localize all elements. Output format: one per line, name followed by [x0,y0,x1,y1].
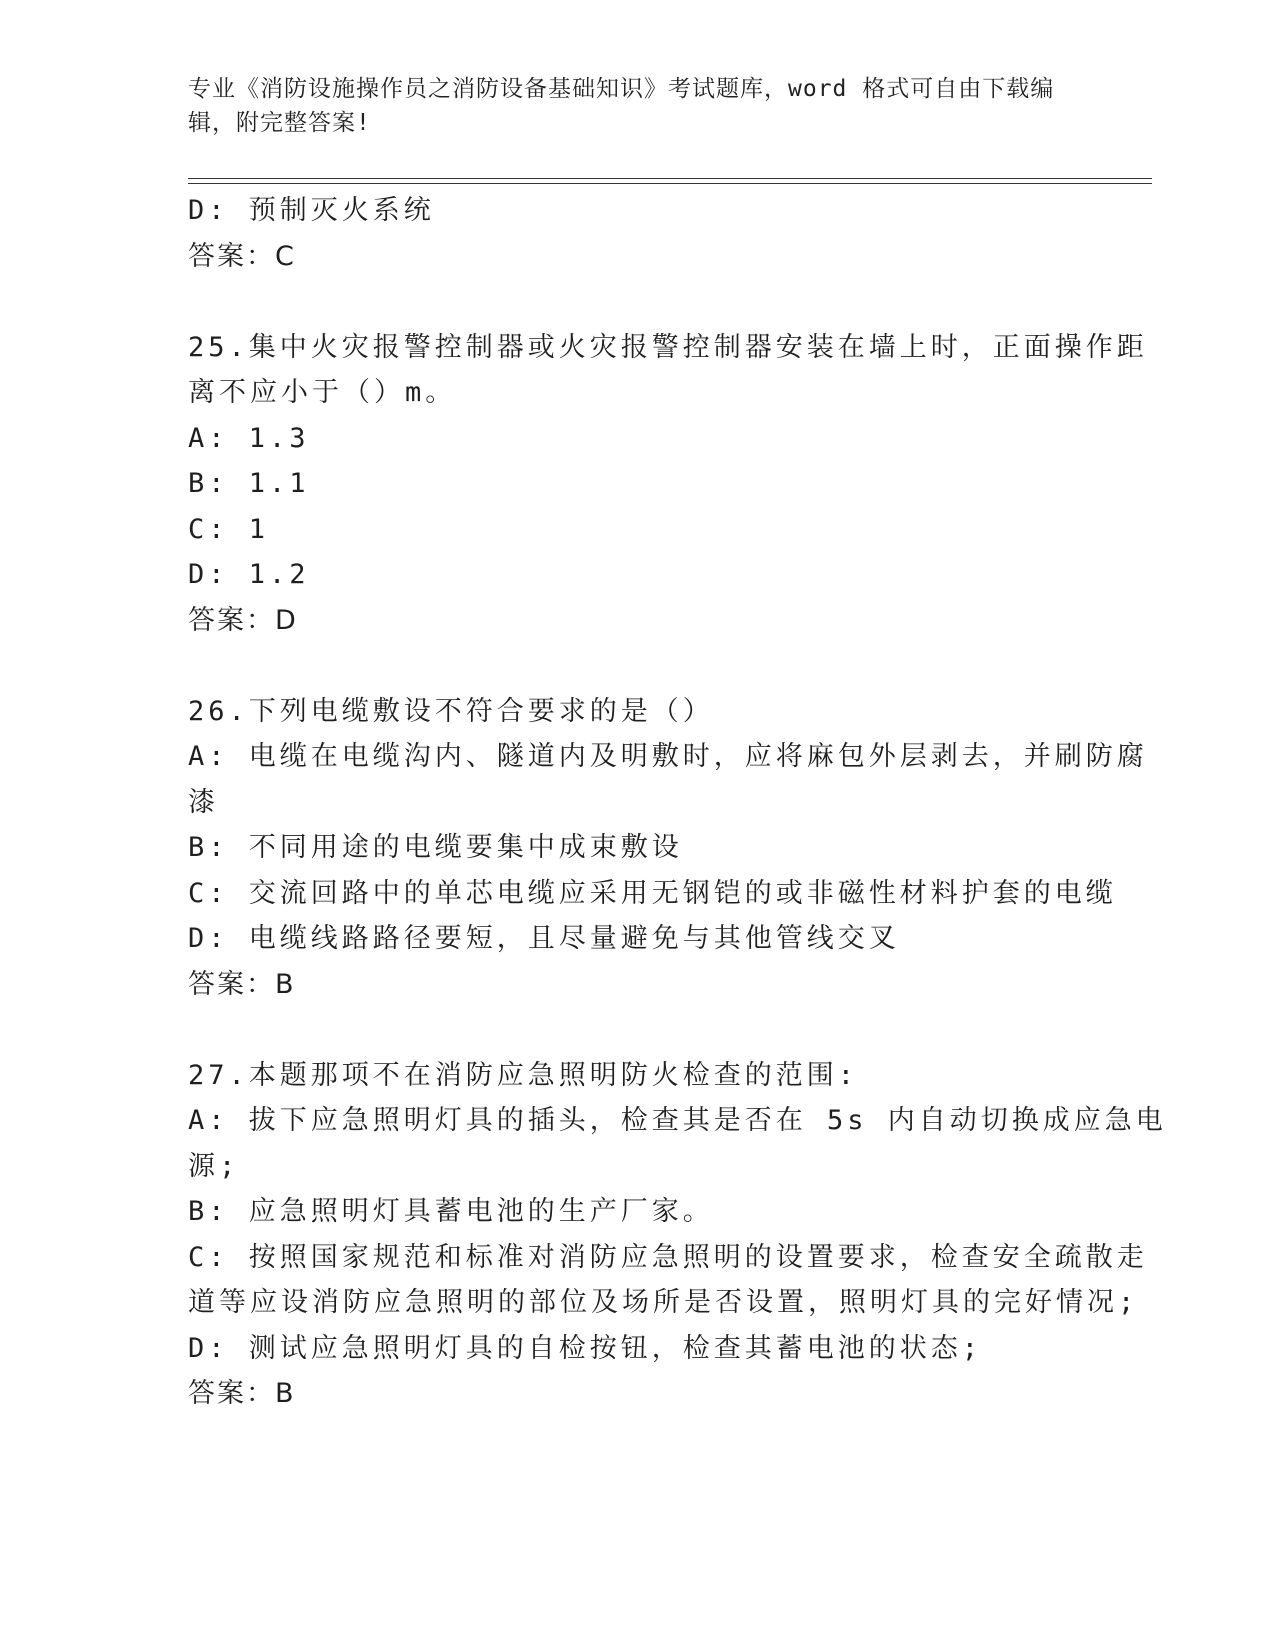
question-25-option-b: B: 1.1 [188,468,310,499]
question-27-option-b: B: 应急照明灯具蓄电池的生产厂家。 [188,1196,714,1227]
question-27-option-a-line-2: 源; [188,1150,240,1182]
question-27-option-d: D: 测试应急照明灯具的自检按钮，检查其蓄电池的状态; [188,1332,983,1364]
question-26-option-c: C: 交流回路中的单芯电缆应采用无钢铠的或非磁性材料护套的电缆 [188,877,1117,909]
question-27-option-a-line-1: A: 拔下应急照明灯具的插头，检查其是否在 5s 内自动切换成应急电 [188,1105,1167,1136]
question-27-option-c-line-1: C: 按照国家规范和标准对消防应急照明的设置要求，检查安全疏散走 [188,1241,1148,1273]
question-26-option-a-line-1: A: 电缆在电缆沟内、隧道内及明敷时，应将麻包外层剥去，并刷防腐 [188,741,1148,772]
question-26 [188,689,1148,1008]
question-26-option-d: D: 电缆线路路径要短，且尽量避免与其他管线交叉 [188,923,900,954]
question-25-option-d: D: 1.2 [188,559,310,590]
question-25-stem-line-1: 25.集中火灾报警控制器或火灾报警控制器安装在墙上时，正面操作距 [188,331,1148,363]
previous-answer: 答案：C [188,240,296,272]
question-25-option-c: C: 1 [188,513,270,545]
question-25-stem-line-2: 离不应小于（）m。 [188,377,457,408]
question-25 [188,325,1148,644]
question-content [188,188,1167,1417]
spacer [188,1007,1088,1053]
question-25-option-a: A: 1.3 [188,422,310,454]
question-27-stem: 27.本题那项不在消防应急照明防火检查的范围: [188,1059,859,1091]
question-26-stem: 26.下列电缆敷设不符合要求的是（） [188,695,714,727]
question-27-answer: 答案：B [188,1378,296,1409]
question-27 [188,1053,1167,1417]
page-header [188,72,1068,140]
question-25-answer: 答案：D [188,604,298,636]
header-rule-top [188,178,1152,179]
header-line-1: 专业《消防设施操作员之消防设备基础知识》考试题库，word 格式可自由下载编 [188,76,1055,102]
question-26-answer: 答案：B [188,968,296,1000]
previous-option-d: D: 预制灭火系统 [188,195,435,226]
spacer [188,643,1088,689]
header-rule-bottom [188,183,1152,184]
question-26-option-a-line-2: 漆 [188,786,219,818]
header-line-2: 辑，附完整答案! [188,110,371,136]
question-26-option-b: B: 不同用途的电缆要集中成束敷设 [188,832,683,863]
spacer [188,279,1088,325]
question-27-option-c-line-2: 道等应设消防应急照明的部位及场所是否设置，照明灯具的完好情况; [188,1287,1139,1318]
